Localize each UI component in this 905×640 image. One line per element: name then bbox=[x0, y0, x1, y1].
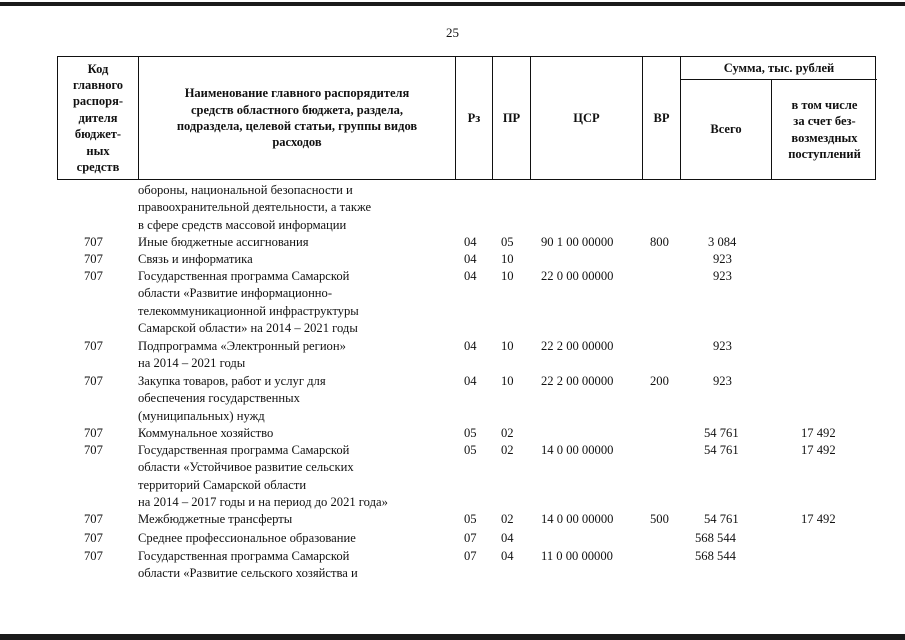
row-incl: 17 492 bbox=[801, 443, 836, 457]
row-pr: 05 bbox=[501, 235, 514, 249]
row-total: 568 544 bbox=[695, 549, 736, 563]
row-code: 707 bbox=[84, 252, 103, 266]
row-rz: 05 bbox=[464, 426, 477, 440]
row-rz: 04 bbox=[464, 252, 477, 266]
row-code: 707 bbox=[84, 269, 103, 283]
row-csr: 22 2 00 00000 bbox=[541, 339, 614, 353]
row-code: 707 bbox=[84, 235, 103, 249]
row-total: 923 bbox=[713, 252, 732, 266]
row-code: 707 bbox=[84, 549, 103, 563]
header-name: Наименование главного распорядителя средств областного бюджета, раздела, подраздела, целевой статьи, группы видов расходов bbox=[176, 86, 418, 150]
header-incl: в том числе за счет без- возмездных поступлений bbox=[788, 97, 861, 161]
header-total: Всего bbox=[710, 122, 742, 137]
row-vr: 800 bbox=[650, 235, 669, 249]
row-code: 707 bbox=[84, 531, 103, 545]
row-code: 707 bbox=[84, 512, 103, 526]
row-rz: 04 bbox=[464, 235, 477, 249]
row-pr: 04 bbox=[501, 549, 514, 563]
row-rz: 07 bbox=[464, 549, 477, 563]
top-border-rule bbox=[0, 2, 905, 6]
row-pr: 10 bbox=[501, 269, 514, 283]
row-name: Иные бюджетные ассигнования bbox=[138, 235, 309, 249]
row-code: 707 bbox=[84, 339, 103, 353]
row-name: Закупка товаров, работ и услуг для обеспечения государственных (муниципальных) нужд bbox=[138, 374, 326, 423]
page-number: 25 bbox=[446, 25, 459, 40]
row-rz: 04 bbox=[464, 269, 477, 283]
row-pr: 10 bbox=[501, 252, 514, 266]
row-name: Межбюджетные трансферты bbox=[138, 512, 293, 526]
row-pr: 02 bbox=[501, 426, 514, 440]
row-rz: 07 bbox=[464, 531, 477, 545]
row-rz: 05 bbox=[464, 443, 477, 457]
row-total: 923 bbox=[713, 339, 732, 353]
row-csr: 90 1 00 00000 bbox=[541, 235, 614, 249]
row-name: обороны, национальной безопасности и правоохранительной деятельности, а также в сфере средств массовой информации bbox=[138, 183, 372, 232]
row-total: 54 761 bbox=[704, 443, 739, 457]
row-csr: 14 0 00 00000 bbox=[541, 443, 614, 457]
row-incl: 17 492 bbox=[801, 426, 836, 440]
row-name: Коммунальное хозяйство bbox=[138, 426, 274, 440]
row-total: 54 761 bbox=[704, 512, 739, 526]
row-total: 54 761 bbox=[704, 426, 739, 440]
row-total: 568 544 bbox=[695, 531, 736, 545]
row-name: Среднее профессиональное образование bbox=[138, 531, 356, 545]
row-code: 707 bbox=[84, 374, 103, 388]
row-total: 923 bbox=[713, 269, 732, 283]
row-code: 707 bbox=[84, 443, 103, 457]
row-csr: 22 0 00 00000 bbox=[541, 269, 614, 283]
row-pr: 10 bbox=[501, 339, 514, 353]
row-rz: 04 bbox=[464, 374, 477, 388]
row-csr: 11 0 00 00000 bbox=[541, 549, 613, 563]
row-code: 707 bbox=[84, 426, 103, 440]
row-incl: 17 492 bbox=[801, 512, 836, 526]
row-rz: 04 bbox=[464, 339, 477, 353]
row-vr: 500 bbox=[650, 512, 669, 526]
row-csr: 14 0 00 00000 bbox=[541, 512, 614, 526]
row-total: 3 084 bbox=[708, 235, 737, 249]
header-csr: ЦСР bbox=[573, 110, 600, 125]
header-code: Код главного распоря- дителя бюджет- ных средств bbox=[72, 61, 124, 175]
row-name: Подпрограмма «Электронный регион» на 2014 – 2021 годы bbox=[138, 339, 346, 371]
row-name: Государственная программа Самарской области «Развитие сельского хозяйства и bbox=[138, 549, 358, 581]
bottom-border-rule bbox=[0, 634, 905, 640]
row-pr: 02 bbox=[501, 512, 514, 526]
row-pr: 10 bbox=[501, 374, 514, 388]
row-name: Связь и информатика bbox=[138, 252, 253, 266]
header-vr: ВР bbox=[653, 110, 670, 125]
row-name: Государственная программа Самарской области «Развитие информационно- телекоммуникационной инфраструктуры Самарской области» на 2014 – 2021 годы bbox=[138, 269, 359, 336]
row-vr: 200 bbox=[650, 374, 669, 388]
row-name: Государственная программа Самарской области «Устойчивое развитие сельских территорий Самарской области на 2014 – 2017 годы и на период до 2021 года» bbox=[138, 443, 388, 510]
header-sum: Сумма, тыс. рублей bbox=[723, 60, 835, 75]
row-rz: 05 bbox=[464, 512, 477, 526]
row-total: 923 bbox=[713, 374, 732, 388]
table-header bbox=[57, 56, 876, 180]
header-rz: Рз bbox=[467, 110, 481, 125]
row-pr: 04 bbox=[501, 531, 514, 545]
row-csr: 22 2 00 00000 bbox=[541, 374, 614, 388]
header-pr: ПР bbox=[502, 110, 521, 125]
row-pr: 02 bbox=[501, 443, 514, 457]
